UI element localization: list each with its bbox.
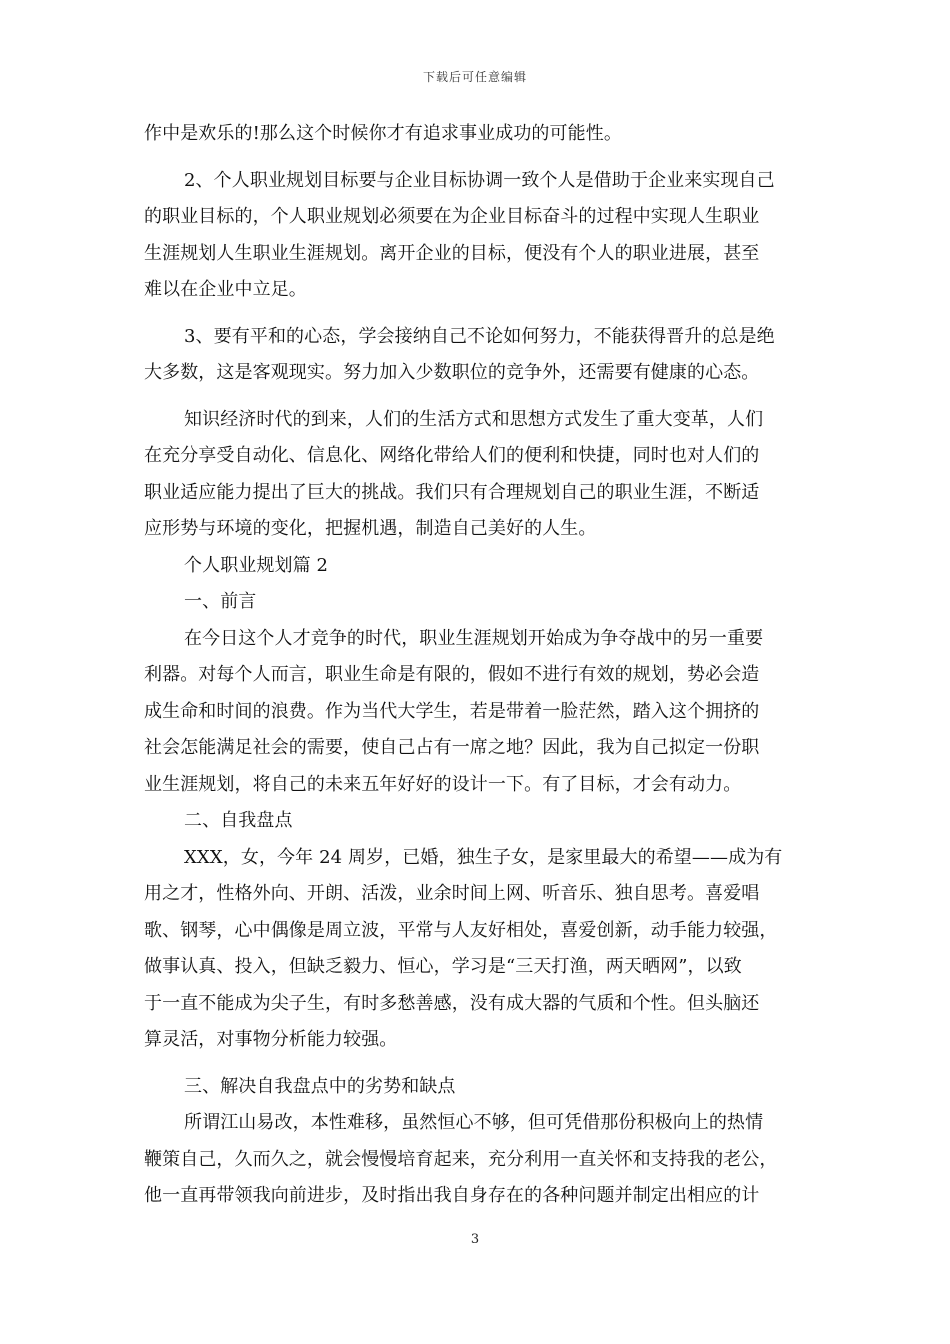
text-line: 的职业目标的，个人职业规划必须要在为企业目标奋斗的过程中实现人生职业 — [144, 206, 760, 227]
text-line: 知识经济时代的到来，人们的生活方式和思想方式发生了重大变革，人们 — [184, 408, 764, 430]
text-line: 应形势与环境的变化，把握机遇，制造自己美好的人生。 — [144, 518, 597, 539]
text-line: 作中是欢乐的!那么这个时候你才有追求事业成功的可能性。 — [144, 123, 622, 144]
text-line: 成生命和时间的浪费。作为当代大学生，若是带着一脸茫然，踏入这个拥挤的 — [144, 700, 760, 722]
text-line: 职业适应能力提出了巨大的挑战。我们只有合理规划自己的职业生涯，不断适 — [144, 481, 760, 503]
text-line: 社会怎能满足社会的需要，使自己占有一席之地？因此，我为自己拟定一份职 — [144, 737, 760, 758]
text-line: 三、解决自我盘点中的劣势和缺点 — [184, 1075, 456, 1097]
text-line: 2、个人职业规划目标要与企业目标协调一致个人是借助于企业来实现自己 — [184, 169, 775, 191]
document-body — [144, 116, 810, 1215]
text-line: 大多数，这是客观现实。努力加入少数职位的竞争外，还需要有健康的心态。 — [144, 362, 760, 383]
text-line: 所谓江山易改，本性难移，虽然恒心不够，但可凭借那份积极向上的热情 — [184, 1112, 764, 1133]
text-line: 于一直不能成为尖子生，有时多愁善感，没有成大器的气质和个性。但头脑还 — [144, 992, 760, 1014]
text-line: 在充分享受自动化、信息化、网络化带给人们的便利和快捷，同时也对人们的 — [144, 445, 760, 466]
text-line: 算灵活，对事物分析能力较强。 — [144, 1029, 398, 1050]
text-line: 鞭策自己，久而久之，就会慢慢培育起来，充分利用一直关怀和支持我的老公， — [144, 1148, 778, 1170]
text-line: 一、前言 — [184, 591, 257, 612]
text-line: 生涯规划人生职业生涯规划。离开企业的目标，便没有个人的职业进展，甚至 — [144, 242, 760, 264]
text-line: 二、自我盘点 — [184, 810, 293, 831]
text-line: 他一直再带领我向前进步，及时指出我自身存在的各种问题并制定出相应的计 — [144, 1185, 760, 1206]
text-line: 歌、钢琴，心中偶像是周立波，平常与人友好相处，喜爱创新，动手能力较强， — [144, 919, 778, 941]
text-line: XXX，女，今年 24 周岁，已婚，独生子女，是家里最大的希望——成为有 — [184, 846, 783, 868]
page-header: 下载后可任意编辑 — [422, 70, 527, 84]
text-line: 个人职业规划篇 2 — [184, 554, 329, 576]
text-line: 难以在企业中立足。 — [144, 279, 307, 300]
page-number: 3 — [470, 1232, 480, 1247]
text-line: 用之才，性格外向、开朗、活泼，业余时间上网、听音乐、独自思考。喜爱唱 — [144, 883, 760, 904]
text-line: 业生涯规划，将自己的未来五年好好的设计一下。有了目标，才会有动力。 — [144, 773, 742, 795]
text-line: 利器。对每个人而言，职业生命是有限的，假如不进行有效的规划，势必会造 — [144, 664, 760, 685]
text-line: 做事认真、投入，但缺乏毅力、恒心，学习是“三天打渔，两天晒网”，以致 — [144, 956, 742, 977]
text-line: 在今日这个人才竞争的时代，职业生涯规划开始成为争夺战中的另一重要 — [184, 627, 764, 649]
text-line: 3、要有平和的心态，学会接纳自己不论如何努力，不能获得晋升的总是绝 — [184, 325, 775, 347]
